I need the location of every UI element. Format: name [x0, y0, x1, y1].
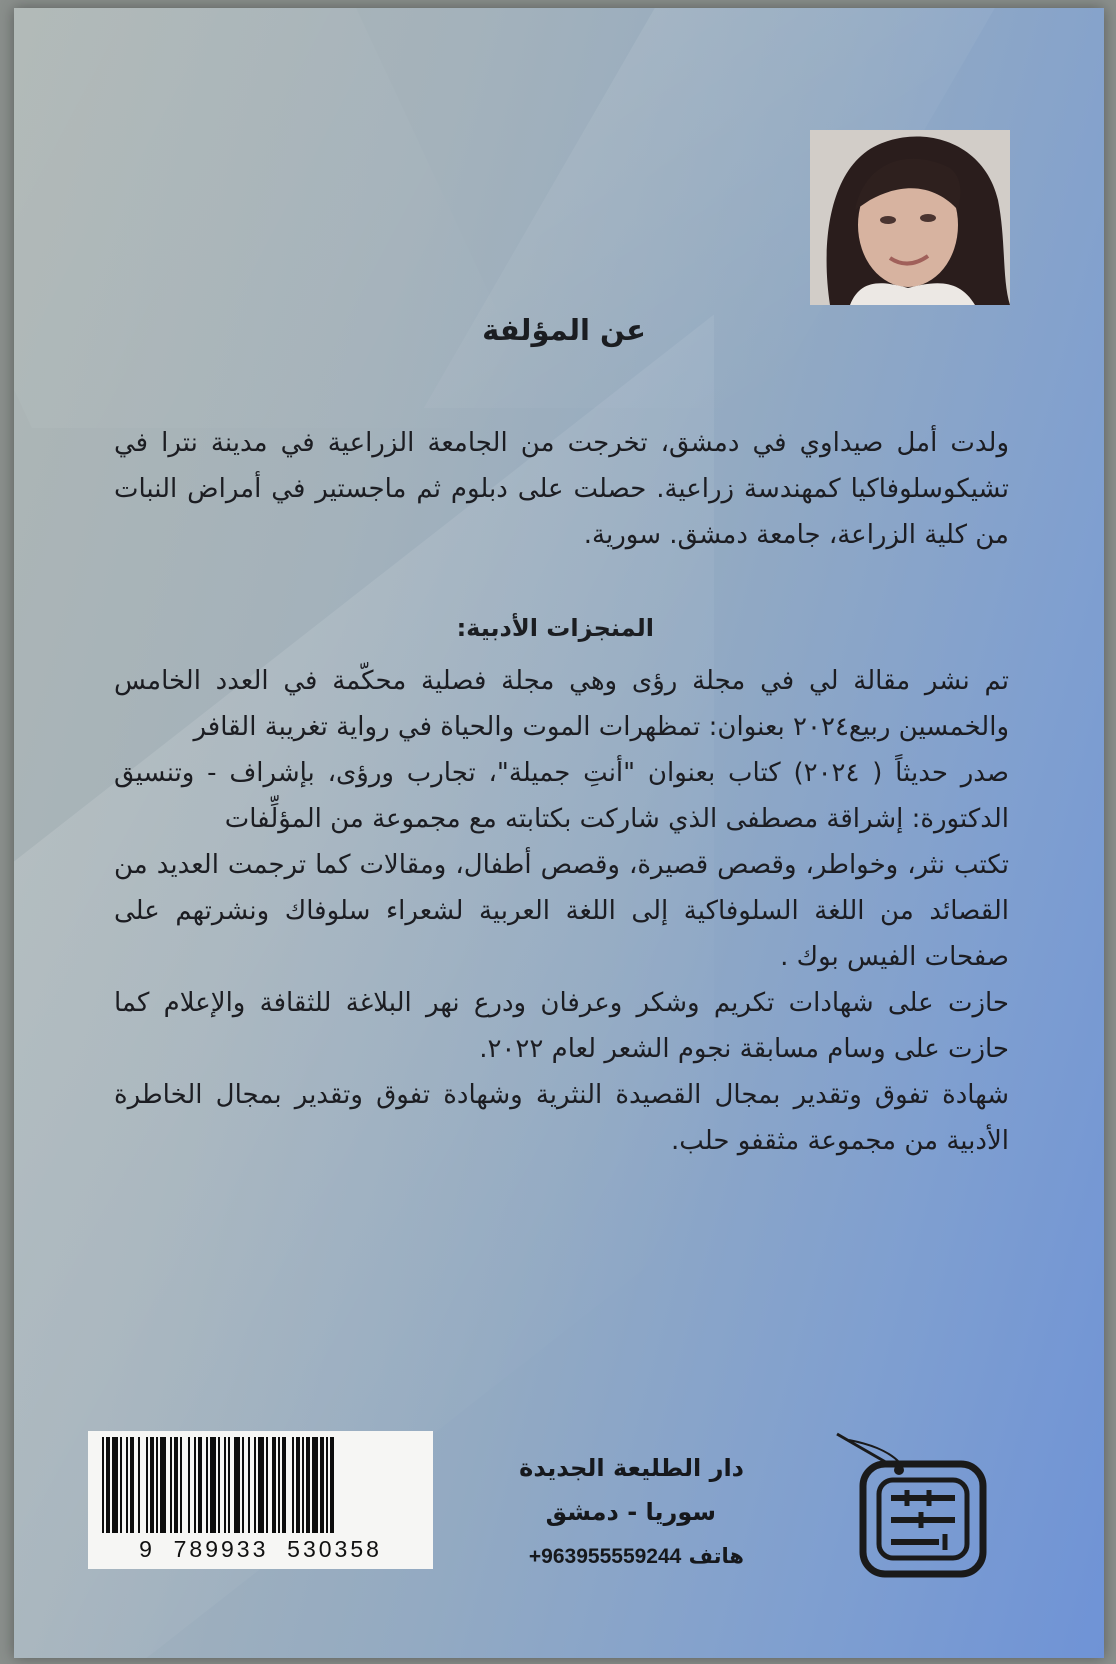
- barcode-bar: [206, 1437, 208, 1533]
- barcode-bar: [266, 1437, 268, 1533]
- barcode-bar: [272, 1437, 276, 1533]
- barcode-bar: [138, 1437, 140, 1533]
- barcode-bar: [330, 1437, 334, 1533]
- achievements-list: [114, 658, 1009, 1164]
- barcode-bar: [306, 1437, 310, 1533]
- barcode: [88, 1431, 433, 1569]
- barcode-bar: [102, 1437, 104, 1533]
- barcode-bar: [248, 1437, 250, 1533]
- barcode-bar: [218, 1437, 220, 1533]
- barcode-bar: [180, 1437, 182, 1533]
- light-glare: [14, 8, 552, 428]
- author-section-heading: عن المؤلفة: [482, 313, 646, 347]
- bio-paragraph: ولدت أمل صيداوي في دمشق، تخرجت من الجامعة الزراعية في مدينة نترا في تشيكوسلوفاكيا كمهندسة زراعية. حصلت على دبلوم ثم ماجستير في أمراض النبات من كلية الزراعة، جامعة دمشق. سورية.: [114, 428, 1009, 550]
- barcode-bar: [242, 1437, 244, 1533]
- barcode-bar: [198, 1437, 202, 1533]
- barcode-icon: [102, 1437, 419, 1533]
- barcode-bar: [228, 1437, 230, 1533]
- publisher-logo-icon: [829, 1424, 1009, 1584]
- barcode-bar: [326, 1437, 328, 1533]
- isbn-number: 9 789933 530358: [139, 1536, 382, 1562]
- phone-label: هاتف: [688, 1544, 744, 1568]
- barcode-bar: [292, 1437, 294, 1533]
- barcode-bar: [170, 1437, 172, 1533]
- barcode-bar: [156, 1437, 158, 1533]
- achievement-paragraph: تكتب نثر، وخواطر، وقصص قصيرة، وقصص أطفال، ومقالات كما ترجمت العديد من القصائد من اللغة السلوفاكية إلى اللغة العربية لشعراء سلوفاك ونشرتهم على صفحات الفيس بوك .: [114, 850, 1009, 972]
- barcode-bar: [296, 1437, 300, 1533]
- achievement-paragraph: تم نشر مقالة لي في مجلة رؤى وهي مجلة فصلية محكّمة في العدد الخامس والخمسين ربيع٢٠٢٤ بعنوان: تمظهرات الموت والحياة في رواية تغريبة القافر: [114, 666, 1009, 742]
- achievement-paragraph: صدر حديثاً ( ٢٠٢٤) كتاب بعنوان "أنتِ جميلة"، تجارب ورؤى، بإشراف - وتنسيق الدكتورة: إشراقة مصطفى الذي شاركت بكتابته مع مجموعة من المؤلِّفات: [114, 758, 1009, 834]
- barcode-bar: [106, 1437, 110, 1533]
- barcode-bar: [312, 1437, 318, 1533]
- barcode-bar: [130, 1437, 134, 1533]
- author-bio: [114, 420, 1009, 558]
- barcode-bar: [234, 1437, 240, 1533]
- barcode-bar: [150, 1437, 154, 1533]
- barcode-bar: [160, 1437, 166, 1533]
- barcode-bar: [302, 1437, 304, 1533]
- achievements-heading: المنجزات الأدبية:: [456, 614, 654, 642]
- publisher-name: دار الطليعة الجديدة: [519, 1454, 744, 1482]
- barcode-bar: [224, 1437, 226, 1533]
- barcode-bar: [146, 1437, 148, 1533]
- barcode-bar: [278, 1437, 280, 1533]
- barcode-bar: [282, 1437, 286, 1533]
- barcode-bar: [120, 1437, 122, 1533]
- barcode-bar: [174, 1437, 178, 1533]
- barcode-bar: [112, 1437, 118, 1533]
- achievement-paragraph: حازت على شهادات تكريم وشكر وعرفان ودرع نهر البلاغة للثقافة والإعلام كما حازت على وسام مسابقة نجوم الشعر لعام ٢٠٢٢.: [114, 988, 1009, 1064]
- author-photo: [810, 130, 1010, 305]
- barcode-bar: [210, 1437, 216, 1533]
- achievement-paragraph: شهادة تفوق وتقدير بمجال القصيدة النثرية وشهادة تفوق وتقدير بمجال الخاطرة الأدبية من مجموعة مثقفو حلب.: [114, 1080, 1009, 1156]
- publisher-logo: [829, 1424, 1009, 1584]
- barcode-bar: [194, 1437, 196, 1533]
- barcode-bar: [258, 1437, 264, 1533]
- book-back-cover: [14, 8, 1104, 1658]
- phone-number: +963955559244: [528, 1545, 682, 1568]
- barcode-bar: [126, 1437, 128, 1533]
- publisher-location: سوريا - دمشق: [545, 1498, 716, 1526]
- publisher-phone: [519, 1534, 744, 1579]
- barcode-bar: [188, 1437, 190, 1533]
- barcode-bar: [254, 1437, 256, 1533]
- publisher-info: [519, 1446, 744, 1579]
- barcode-bar: [320, 1437, 324, 1533]
